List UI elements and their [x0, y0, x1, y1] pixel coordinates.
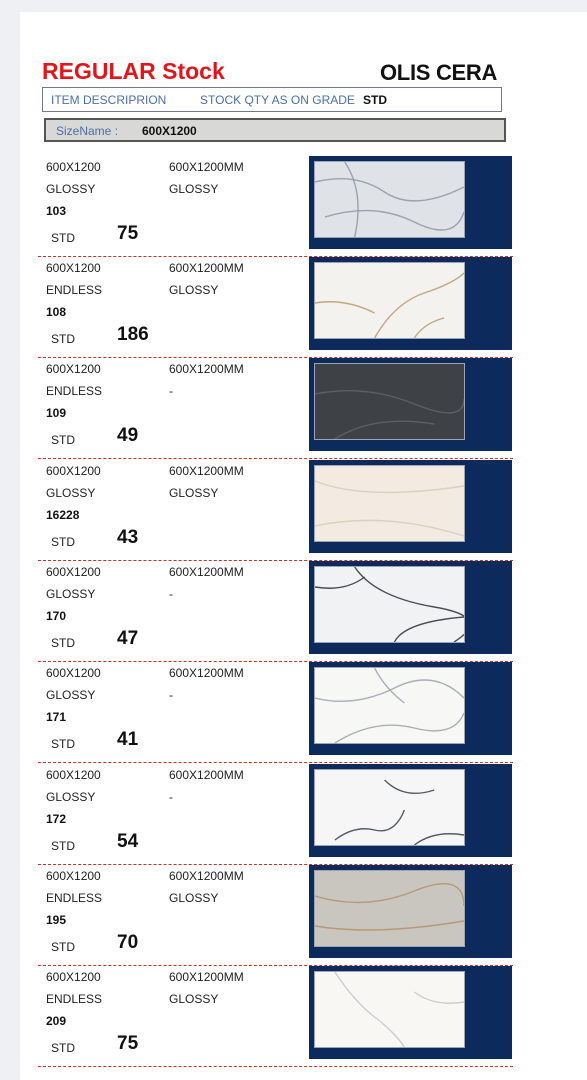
item-quantity: 70: [117, 932, 139, 953]
size-group-bar: [44, 118, 506, 142]
item-size: 600X1200: [46, 160, 101, 174]
tile-panel: [309, 156, 512, 249]
item-grade: STD: [51, 1041, 75, 1055]
item-code: 170: [46, 609, 67, 623]
item-size-mm: 600X1200MM: [169, 970, 244, 984]
cream-marble-icon: [314, 465, 465, 542]
item-type: GLOSSY: [46, 688, 96, 702]
stock-row: [38, 764, 513, 865]
stock-row: [38, 257, 513, 358]
item-quantity: 54: [117, 831, 139, 852]
tile-panel: [309, 460, 512, 553]
item-quantity: 75: [117, 1033, 139, 1054]
item-finish: GLOSSY: [169, 992, 219, 1006]
item-type: GLOSSY: [46, 790, 96, 804]
item-size: 600X1200: [46, 261, 101, 275]
stock-row: [38, 358, 513, 459]
column-stock-qty: STOCK QTY AS ON GRADE: [200, 93, 355, 107]
item-finish: GLOSSY: [169, 283, 219, 297]
item-size-mm: 600X1200MM: [169, 160, 244, 174]
item-type: GLOSSY: [46, 587, 96, 601]
item-size: 600X1200: [46, 970, 101, 984]
item-size-mm: 600X1200MM: [169, 869, 244, 883]
dark-slate-tile-icon: [314, 363, 465, 440]
stock-row: [38, 662, 513, 763]
item-finish: GLOSSY: [169, 486, 219, 500]
stock-row: [38, 966, 513, 1067]
item-grade: STD: [51, 839, 75, 853]
grey-veined-marble-icon: [314, 161, 465, 238]
stock-row: [38, 865, 513, 966]
item-type: GLOSSY: [46, 486, 96, 500]
item-size: 600X1200: [46, 464, 101, 478]
item-grade: STD: [51, 940, 75, 954]
size-name-value: 600X1200: [142, 124, 197, 138]
item-size-mm: 600X1200MM: [169, 768, 244, 782]
column-header: [42, 87, 502, 112]
item-size-mm: 600X1200MM: [169, 666, 244, 680]
stock-row: [38, 460, 513, 561]
item-size: 600X1200: [46, 362, 101, 376]
item-finish: -: [169, 587, 173, 601]
stock-row: [38, 156, 513, 257]
item-type: GLOSSY: [46, 182, 96, 196]
report-title: REGULAR Stock: [42, 58, 225, 84]
item-grade: STD: [51, 535, 75, 549]
black-veined-white-marble-icon: [314, 566, 465, 643]
item-quantity: 43: [117, 527, 139, 548]
item-size-mm: 600X1200MM: [169, 261, 244, 275]
tile-panel: [309, 257, 512, 350]
faint-veined-white-marble-icon: [314, 971, 465, 1048]
item-quantity: 75: [117, 223, 139, 244]
item-size: 600X1200: [46, 666, 101, 680]
item-quantity: 49: [117, 425, 139, 446]
dark-cluster-veined-marble-icon: [314, 769, 465, 846]
item-type: ENDLESS: [46, 992, 103, 1006]
item-grade: STD: [51, 332, 75, 346]
item-finish: -: [169, 384, 173, 398]
item-size-mm: 600X1200MM: [169, 565, 244, 579]
item-code: 195: [46, 913, 67, 927]
column-item-description: ITEM DESCRIPRION: [51, 93, 167, 107]
item-code: 103: [46, 204, 67, 218]
item-code: 109: [46, 406, 67, 420]
item-code: 16228: [46, 508, 80, 522]
item-code: 209: [46, 1014, 67, 1028]
item-type: ENDLESS: [46, 283, 103, 297]
brand-name: OLIS CERA: [380, 60, 498, 85]
item-finish: GLOSSY: [169, 182, 219, 196]
column-grade: STD: [363, 93, 387, 107]
item-finish: -: [169, 790, 173, 804]
item-type: ENDLESS: [46, 891, 103, 905]
item-finish: -: [169, 688, 173, 702]
size-name-label: SizeName :: [56, 124, 119, 138]
item-size-mm: 600X1200MM: [169, 362, 244, 376]
item-size: 600X1200: [46, 768, 101, 782]
stock-row: [38, 561, 513, 662]
item-type: ENDLESS: [46, 384, 103, 398]
item-quantity: 47: [117, 628, 139, 649]
gold-veined-white-marble-icon: [314, 262, 465, 339]
item-quantity: 41: [117, 729, 139, 750]
item-code: 108: [46, 305, 67, 319]
item-grade: STD: [51, 636, 75, 650]
item-grade: STD: [51, 737, 75, 751]
tile-panel: [309, 865, 512, 958]
item-grade: STD: [51, 231, 75, 245]
item-code: 172: [46, 812, 67, 826]
tile-panel: [309, 358, 512, 451]
tile-panel: [309, 662, 512, 755]
item-size: 600X1200: [46, 869, 101, 883]
item-quantity: 186: [117, 324, 149, 345]
grey-gold-onyx-icon: [314, 870, 465, 947]
tile-panel: [309, 764, 512, 857]
tile-panel: [309, 966, 512, 1059]
item-grade: STD: [51, 433, 75, 447]
item-code: 171: [46, 710, 67, 724]
item-size: 600X1200: [46, 565, 101, 579]
item-size-mm: 600X1200MM: [169, 464, 244, 478]
tile-panel: [309, 561, 512, 654]
fine-grey-veined-marble-icon: [314, 667, 465, 744]
item-finish: GLOSSY: [169, 891, 219, 905]
